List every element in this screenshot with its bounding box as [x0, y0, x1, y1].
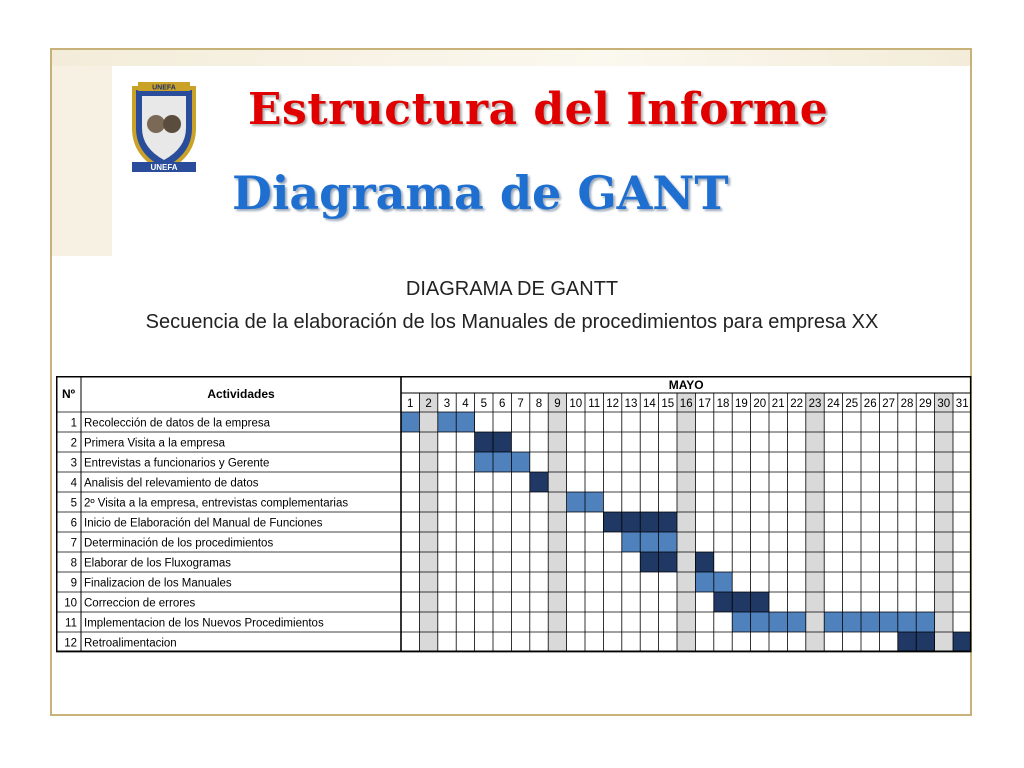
- gantt-bar: [695, 552, 713, 572]
- month-header: MAYO: [668, 378, 704, 392]
- svg-text:UNEFA: UNEFA: [152, 84, 176, 92]
- row-number: 4: [70, 477, 77, 490]
- day-label: 22: [790, 398, 803, 410]
- day-label: 28: [900, 398, 914, 410]
- day-label: 20: [753, 398, 767, 410]
- activity-label: Finalizacion de los Manuales: [84, 577, 232, 590]
- day-label: 29: [919, 398, 932, 410]
- slide-left-band: [52, 66, 112, 256]
- row-number: 3: [70, 457, 77, 470]
- day-label: 11: [588, 398, 601, 410]
- row-number: 10: [64, 597, 77, 610]
- row-number: 1: [70, 417, 77, 430]
- gantt-bar: [953, 632, 971, 652]
- day-label: 9: [554, 398, 561, 410]
- row-number: 5: [70, 497, 77, 510]
- gantt-table: [56, 376, 972, 662]
- slide-top-band: [52, 50, 970, 66]
- day-label: 15: [661, 398, 675, 410]
- day-label: 4: [462, 398, 469, 410]
- gantt-bar: [530, 472, 548, 492]
- day-label: 25: [845, 398, 859, 410]
- row-number: 8: [70, 557, 77, 570]
- day-label: 1: [406, 398, 414, 410]
- day-label: 7: [517, 398, 524, 410]
- row-number: 2: [70, 437, 77, 450]
- row-number: 7: [70, 537, 77, 550]
- row-number: 6: [70, 517, 77, 530]
- svg-text:UNEFA: UNEFA: [150, 163, 178, 172]
- activity-label: 2º Visita a la empresa, entrevistas complementarias: [84, 497, 349, 510]
- gantt-bar: [714, 592, 769, 612]
- day-label: 6: [498, 398, 506, 410]
- day-label: 5: [480, 398, 488, 410]
- day-label: 30: [937, 398, 951, 410]
- gantt-bar: [475, 452, 530, 472]
- document-subtitle: Secuencia de la elaboración de los Manuales de procedimientos para empresa XX: [145, 311, 879, 333]
- day-label: 26: [863, 398, 877, 410]
- day-label: 23: [808, 398, 822, 410]
- day-label: 2: [425, 398, 432, 410]
- document-title: DIAGRAMA DE GANTT: [405, 278, 619, 300]
- activity-label: Elaborar de los Fluxogramas: [84, 557, 232, 570]
- activity-label: Retroalimentacion: [84, 637, 177, 650]
- activity-label: Implementacion de los Nuevos Procedimientos: [84, 617, 324, 630]
- day-label: 31: [955, 398, 969, 410]
- activity-label: Primera Visita a la empresa: [84, 437, 226, 450]
- day-label: 27: [882, 398, 895, 410]
- university-logo: [128, 78, 200, 174]
- row-number: 9: [70, 577, 77, 590]
- day-label: 10: [569, 398, 583, 410]
- row-number: 12: [64, 637, 77, 650]
- slide-title: Estructura del Informe: [248, 84, 829, 135]
- row-number: 11: [65, 617, 77, 630]
- slide-subtitle: Diagrama de GANT: [232, 166, 729, 220]
- activity-label: Correccion de errores: [84, 597, 196, 610]
- day-label: 21: [771, 398, 785, 410]
- day-label: 16: [679, 398, 693, 410]
- activity-label: Entrevistas a funcionarios y Gerente: [84, 457, 270, 470]
- day-label: 12: [606, 398, 619, 410]
- day-label: 3: [443, 398, 451, 410]
- activity-label: Inicio de Elaboración del Manual de Funciones: [84, 517, 323, 530]
- day-label: 18: [716, 398, 730, 410]
- activity-label: Recolección de datos de la empresa: [84, 417, 271, 430]
- activity-label: Determinación de los procedimientos: [84, 537, 274, 550]
- gantt-bar: [401, 412, 419, 432]
- day-label: 8: [535, 398, 543, 410]
- day-label: 14: [643, 398, 656, 410]
- gantt-bar: [622, 532, 677, 552]
- day-label: 17: [698, 398, 711, 410]
- activity-label: Analisis del relevamiento de datos: [84, 477, 259, 490]
- day-label: 13: [624, 398, 638, 410]
- day-label: 24: [827, 398, 840, 410]
- col-activity-header: Actividades: [207, 387, 275, 401]
- day-label: 19: [735, 398, 748, 410]
- col-num-header: Nº: [61, 387, 76, 401]
